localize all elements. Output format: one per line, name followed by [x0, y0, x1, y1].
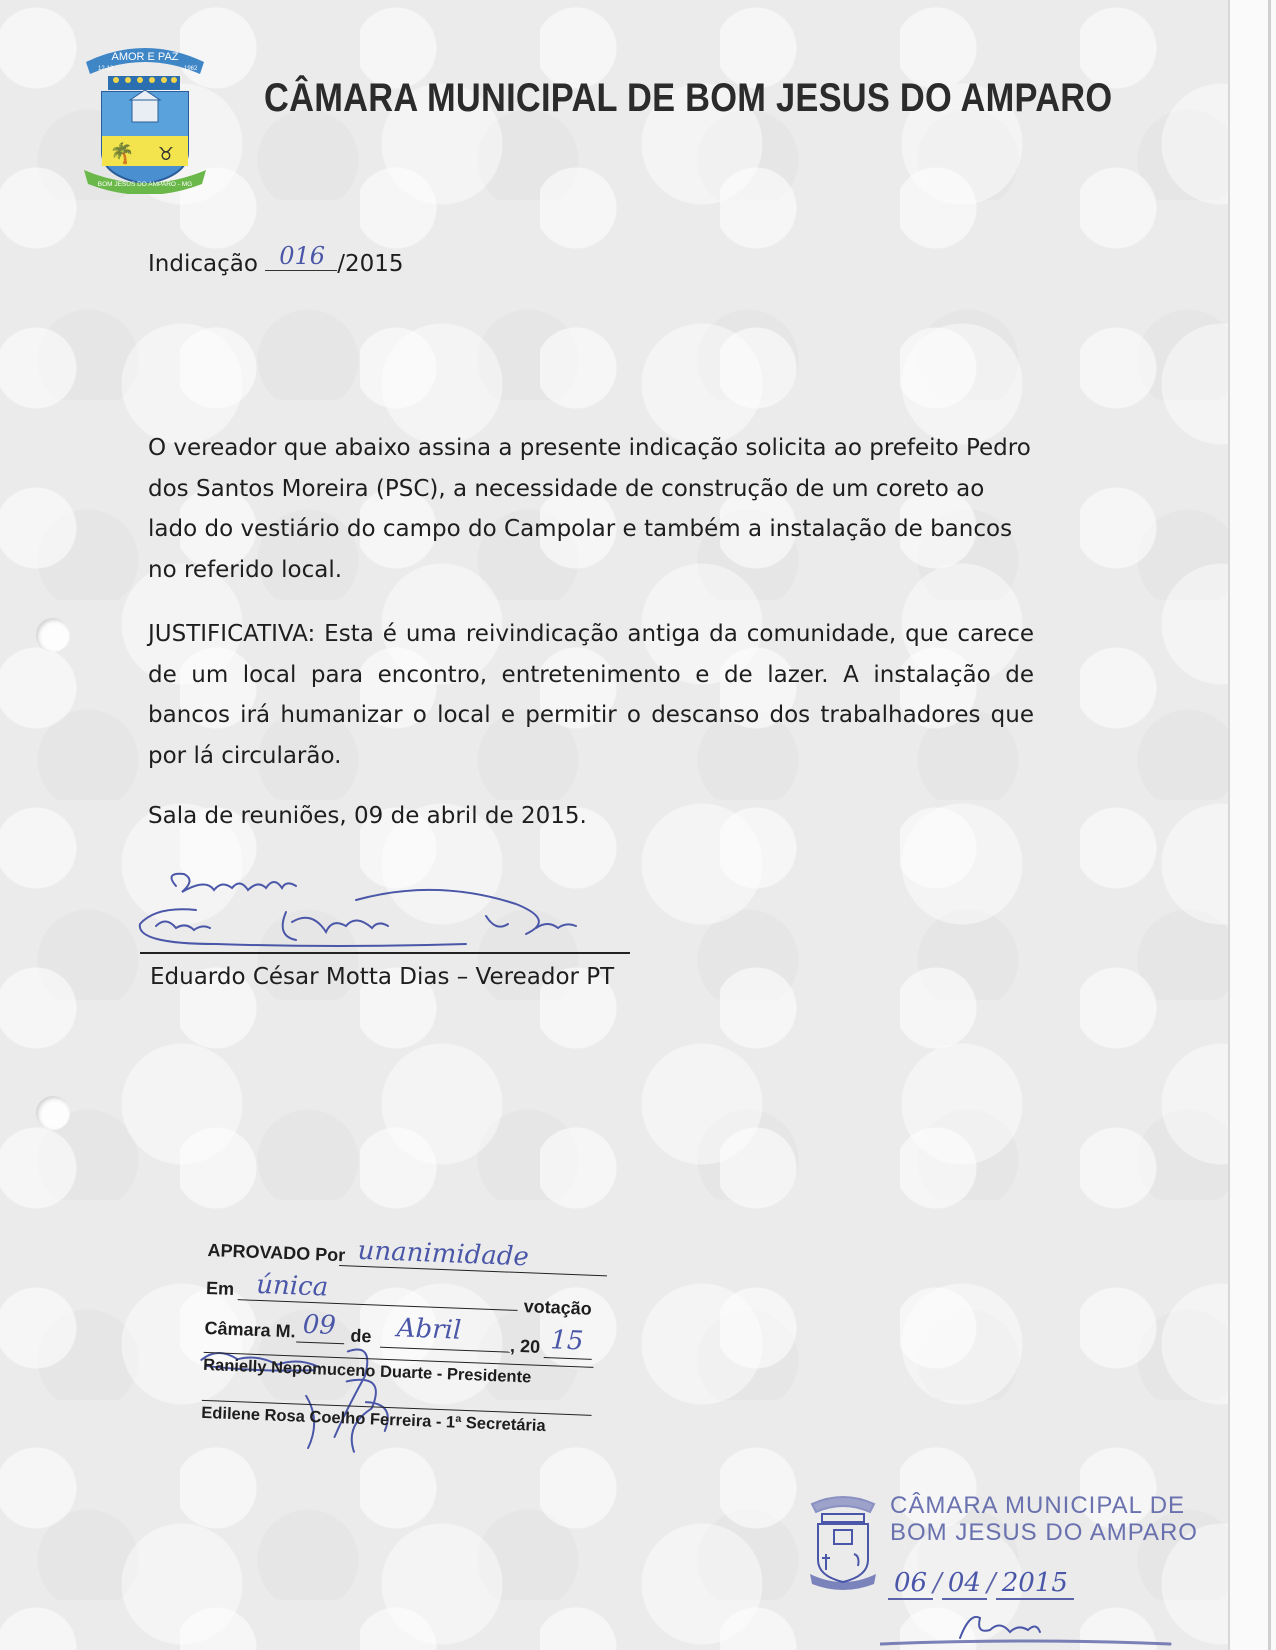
- receipt-stamp-text: [890, 1492, 1198, 1546]
- em-line: [238, 1299, 518, 1311]
- year-prefix: , 20: [509, 1335, 541, 1357]
- punch-hole-top: [36, 618, 70, 652]
- indicacao-number-handwritten: 016: [279, 242, 326, 270]
- de-label: de: [350, 1325, 372, 1347]
- justification-paragraph: JUSTIFICATIVA: Esta é uma reivindicação antiga da comunidade, que carece de um local para encontro, entretenimento e de lazer. A instalação de bancos irá humanizar o local e permitir o descanso dos trabalhadores que por lá circularão.: [148, 621, 1034, 769]
- indicacao-heading: [148, 242, 404, 277]
- place-date-line: Sala de reuniões, 09 de abril de 2015.: [148, 803, 587, 829]
- aprovado-row: [207, 1240, 345, 1266]
- scan-page-edge: [1228, 0, 1276, 1650]
- year-value: 15: [549, 1325, 585, 1357]
- em-value: única: [255, 1269, 329, 1303]
- em-row: [206, 1278, 235, 1300]
- svg-text:12-12: 12-12: [98, 66, 114, 72]
- indicacao-label: Indicação: [148, 251, 258, 277]
- day-value: 09: [302, 1309, 337, 1341]
- signature-line: [140, 952, 630, 954]
- signer-name: Eduardo César Motta Dias – Vereador PT: [150, 964, 615, 990]
- request-paragraph: O vereador que abaixo assina a presente indicação solicita ao prefeito Pedro dos Santos Moreira (PSC), a necessidade de construção de um coreto ao lado do vestiário do campo do Campolar e também a instalação de bancos no referido local.: [148, 435, 1031, 583]
- svg-text:♉: ♉: [157, 144, 175, 165]
- svg-text:🌴: 🌴: [109, 141, 135, 165]
- indicacao-year: /2015: [337, 251, 404, 277]
- secretaria-name: Edilene Rosa Coelho Ferreira - 1ª Secretária: [201, 1403, 546, 1436]
- svg-text:BOM JESUS DO AMPARO - MG: BOM JESUS DO AMPARO - MG: [97, 181, 193, 188]
- receipt-date-year: 2015: [996, 1568, 1074, 1600]
- svg-text:AMOR E PAZ: AMOR E PAZ: [111, 51, 179, 63]
- receipt-stamp-line2: BOM JESUS DO AMPARO: [890, 1519, 1198, 1546]
- receipt-date-day: 06: [888, 1568, 933, 1600]
- punch-hole-bottom: [36, 1096, 70, 1130]
- aprovado-label: APROVADO Por: [207, 1240, 346, 1266]
- month-value: Abril: [396, 1313, 462, 1346]
- camara-label: Câmara M.: [204, 1317, 296, 1342]
- indicacao-number-blank: [265, 242, 337, 271]
- receipt-date-month: 04: [942, 1568, 987, 1600]
- aprovado-value: unanimidade: [357, 1235, 530, 1273]
- receipt-stamp-coat-of-arms: [808, 1490, 878, 1590]
- year-line: [544, 1357, 592, 1360]
- receipt-stamp-line1: CÂMARA MUNICIPAL DE: [890, 1492, 1186, 1519]
- receipt-stamp-date: 06 / 04 / 2015: [888, 1568, 1074, 1598]
- presidente-name: Ranielly Nepomuceno Duarte - Presidente: [202, 1355, 532, 1387]
- councilor-signature: [136, 866, 636, 956]
- municipal-coat-of-arms-logo: [80, 34, 210, 194]
- em-label: Em: [205, 1277, 235, 1300]
- page-title: CÂMARA MUNICIPAL DE BOM JESUS DO AMPARO: [264, 76, 1113, 120]
- svg-text:1962: 1962: [184, 66, 198, 72]
- receipt-stamp-signature: [880, 1608, 1180, 1648]
- approval-stamp: [199, 1235, 638, 1486]
- votacao-label: votação: [523, 1296, 593, 1319]
